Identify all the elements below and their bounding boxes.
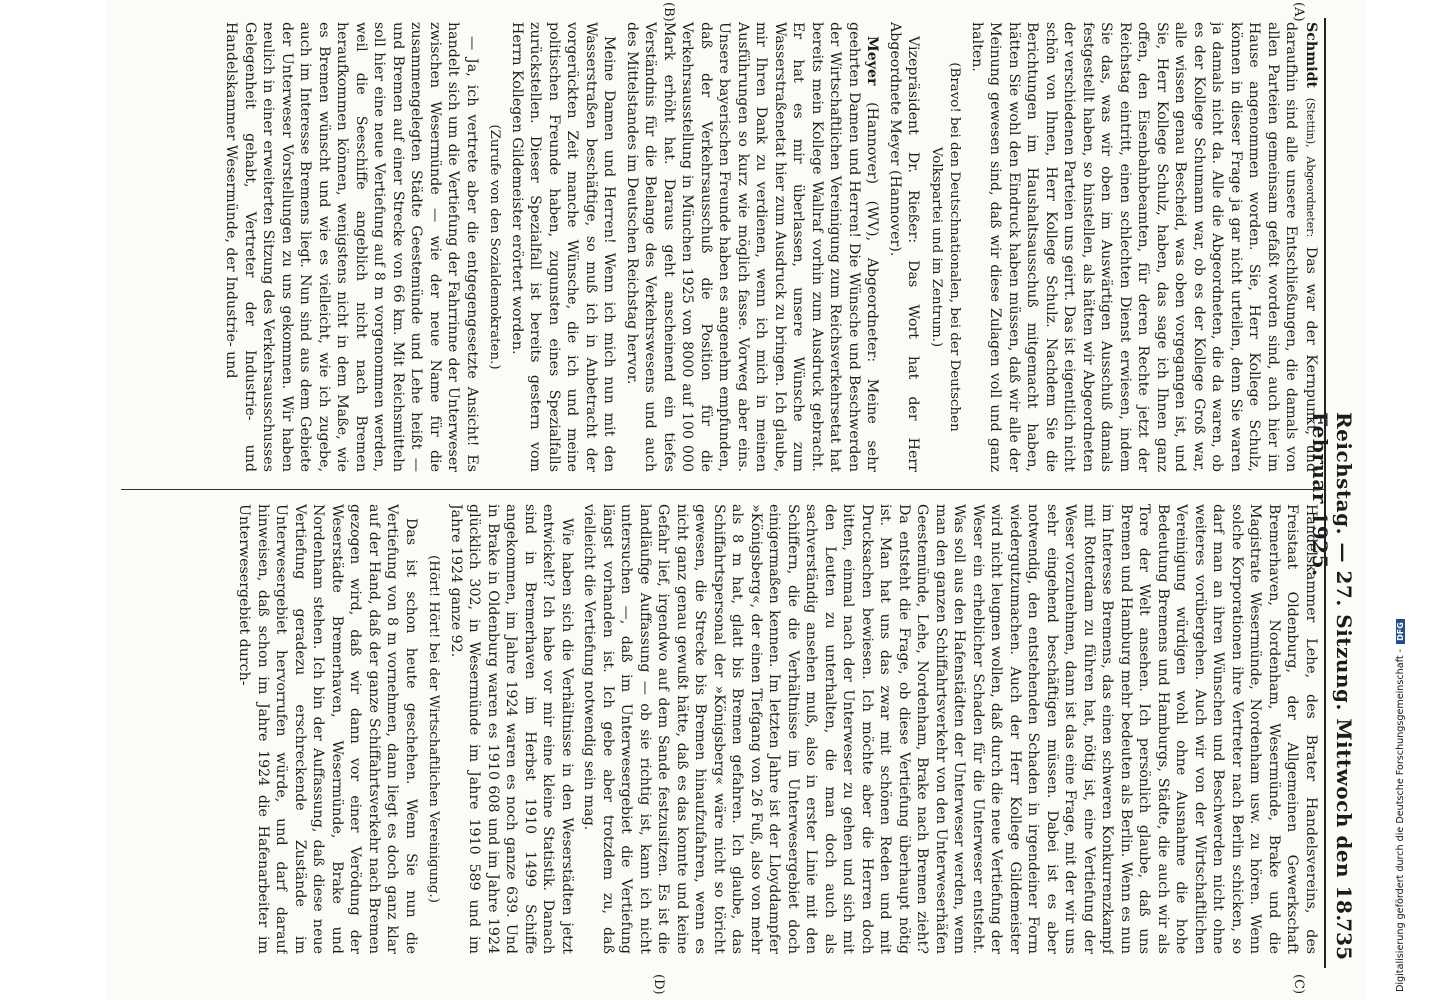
paragraph <box>623 22 882 472</box>
speaker-role: (Stettin), Abgeordneter: <box>1304 97 1317 238</box>
paragraph: Meine Damen und Herren! Wenn ich mich nun mit den Wasserstraßen beschäftige, so muß ich in Anbetracht der vorgerückten Zeit manche Wünsche, die ich und meine politischen Freunde haben, zugunsten eines Spezialfalls zurückstellen. Dieser Spezialfall ist bereits gestern vom Herrn Kollegen Gildemeister erörtert worden. <box>509 22 618 472</box>
paragraph: Handelskammer Lehe, des Brater Handelsvereins, des Freistaat Oldenburg, der Allgemeinen Gewerkschaft Bremerhaven, Nordenham, Wesermünde, Brake und die Magistrate Wesermünde, Nordenham usw. zu hören. Wenn solche Korporationen ihre Vertreter nach Berlin schicken, so darf man an ihren Wünschen und Beschwerden nicht ohne weiteres vorübergehen. Auch wir von der Wirtschaftlichen Vereinigung würdigen wohl ohne Ausnahme die hohe Bedeutung Bremens und Hamburgs, Städte, die auch wir als Tore der Welt ansehen. Ich persönlich glaube, daß uns Bremen und Hamburg mehr bedeuten als Berlin. Wenn es nun im Interesse Bremens, das einen schweren Konkurrenzkampf mit Rotterdam zu führen hat, nötig ist, eine Vertiefung der Weser vorzunehmen, dann ist das eine Frage, mit der wir uns sehr eingehend beschäftigen müssen. Dabei ist es aber notwendig, den entstehenden Schaden in irgendeiner Form wiedergutzumachen. Auch der Herr Kollege Gildemeister wird nicht leugnen wollen, daß durch die neue Vertiefung der Weser ein erheblicher Schaden für die Unterweser entsteht. Was soll aus den Hafenstädten der Unterweser werden, wenn man den ganzen Schiffahrtsverkehr von den Unterweserhäfen Geestemünde, Lehe, Nordenham, Brake nach Bremen zieht? Da entsteht die Frage, ob diese Vertiefung überhaupt nötig ist. Man hat uns das zwar mit schönen Reden und mit Drucksachen bewiesen. Ich möchte aber die Herren doch bitten, einmal nach der Unterweser zu gehen und sich mit den Leuten zu unterhalten, die man doch auch als sachverständig ansehen muß, also in erster Linie mit den Schiffern, die die Verhältnisse im Unterwesergebiet doch einigermaßen kennen. Im letzten Jahre ist der Lloyddampfer »Königsberg«, der einen Tiefgang von 26 Fuß, also von mehr als 8 m hat, glatt bis Bremen gefahren. Ich glaube, das Schiffahrtspersonal der »Königsberg« wäre nicht so töricht gewesen, die Strecke bis Bremen hinaufzufahren, wenn es nicht ganz genau gewußt hätte, daß es das konnte und keine Gefahr lief, irgendwo auf dem Sande festzusitzen. Es ist die landläufige Auffassung — ob sie richtig ist, kann ich nicht untersuchen —, daß im Unterwesergebiet die Vertiefung längst vorhanden ist. Ich gebe aber trotzdem zu, daß vielleicht die Vertiefung notwendig sein mag. <box>581 504 1319 954</box>
margin-mark-a: (A) <box>1291 2 1306 22</box>
speaker-name: Schmidt <box>1303 22 1319 89</box>
paragraph: — Ja, ich vertrete aber die entgegengesetzte Ansicht! Es handelt sich um die Vertiefung der Fahrrinne der Unterweser zwischen Wesermünde — wie der neue Name für die zusammengelegten Städte Geestemünde und Lehe heißt — und Bremen auf einer Strecke von 66 km. Mit Reichsmitteln soll hier eine neue Vertiefung auf 8 m vorgenommen werden, weil die Seeschiffe angeblich nicht nach Bremen heraufkommen können, wenigstens nicht in dem Maße, wie es Bremen wünscht und wie es vielleicht, wie ich zugebe, auch im Interesse Bremens liegt. Nun sind aus dem Gebiete der Unterweser Vorstellungen zu uns gekommen. Wir haben neulich in einer erweiterten Sitzung des Verkehrsausschusses Gelegenheit gehabt, Vertreter der Industrie- und Handelskammer Wesermünde, der Industrie- und <box>223 22 480 472</box>
paragraph: Wie haben sich die Verhältnisse in den Weserstädten jetzt entwickelt? Ich habe vor mir eine kleine Statistik. Danach sind in Bremerhaven im Herbst 1910 1499 Schiffe angekommen, im Jahre 1924 waren es noch ganze 639. Und in Brake in Oldenburg waren es 1910 608 und im Jahre 1924 glücklich 302, in Wesermünde im Jahre 1910 589 und im Jahre 1924 ganze 92. <box>448 504 575 954</box>
paragraph <box>968 22 1321 472</box>
dfg-logo: DFG <box>1396 619 1405 644</box>
credit-text: Digitalisierung gefördert durch die Deutsche Forschungsgemeinschaft - <box>1395 648 1406 992</box>
speaker-role: (Hannover) (WV), Abgeordneter: <box>864 102 881 363</box>
applause-note: (Bravo! bei den Deutschnationalen, bei der Deutschen Volkspartei und im Zentrum.) <box>929 62 963 432</box>
running-title: Reichstag. — 27. Sitzung. Mittwoch den 18. Februar 1925. <box>1308 412 1356 922</box>
speaker-name: Meyer <box>864 36 881 86</box>
interjection: (Hört! Hört! bei der Wirtschaftlichen Vereinigung.) <box>426 555 442 903</box>
margin-mark-b: (B) <box>661 2 676 22</box>
header-rule <box>1324 18 1326 968</box>
digitization-credit <box>1395 619 1406 992</box>
page-number: 735 <box>1332 918 1356 960</box>
vice-president-intro: Vizepräsident Dr. Rießer: Das Wort hat der Herr Abgeordnete Meyer (Hannover). <box>887 22 922 472</box>
column-divider <box>121 489 1326 490</box>
paragraph-text: Das war der Kernpunkt, und daraufhin sind alle unsere Entschließungen, die damals von allen Parteien gemeinsam gefaßt worden sind, auch hier im Hause angenommen worden. Sie, Herr Kollege Schulz, können in dieser Frage ja gar nicht urteilen, denn Sie waren ja damals nicht da. Alle die Abgeordneten, die da waren, ob es der Kollege Schumann war, ob es der Kollege Groß war, alle wissen genau Bescheid, was oben vorgegangen ist, und Sie, Herr Kollege Schulz, haben, das sage ich Ihnen ganz offen, den Eisenbahnbeamten, für deren Rechte jetzt der Reichstag eintritt, einen schlechten Dienst erwiesen, indem Sie das, was wir oben im Auswärtigen Ausschuß damals festgestellt haben, so hinstellen, als hätten wir Abgeordneten der verschiedenen Parteien uns geirrt. Das ist eigentlich nicht schön von Ihnen, Herr Kollege Schulz. Nachdem Sie die Berichtungen im Haushaltsausschuß mitgemacht haben, hätten Sie wohl den Eindruck haben müssen, daß wir alle der Meinung gewesen sind, daß wir diese Zulagen voll und ganz halten. <box>969 22 1319 472</box>
interjection: (Zurufe von den Sozialdemokraten.) <box>487 124 503 370</box>
margin-mark-d: (D) <box>651 974 666 995</box>
paragraph: Das ist schon heute geschehen. Wenn Sie nun die Vertiefung von 8 m vornehmen, dann liegt es doch ganz klar auf der Hand, daß der ganze Schiffahrtsverkehr nach Bremen gezogen wird, daß wir dann vor einer Verödung der Weserstädte Bremerhaven, Wesermünde, Brake und Nordenham stehen. Ich bin der Auffassung, daß diese neue Vertiefung geradezu erschreckende Zustände im Unterwesergebiet hervorrufen würde, und darf darauf hinweisen, daß schon im Jahre 1924 die Hafenarbeiter im Unterwesergebiet durch- <box>236 504 419 954</box>
right-column <box>120 504 1320 954</box>
rotated-page <box>106 0 1366 1000</box>
paragraph-text: Meine sehr geehrten Damen und Herren! Die Wünsche und Beschwerden der Wirtschaftlichen Vereinigung zum Reichsverkehrsetat hat bereits mein Kollege Wallraf vorhin zum Ausdruck gebracht. Er hat es mir überlassen, unsere Wünsche zum Wasserstraßenetat hier zum Ausdruck zu bringen. Ich glaube, mir Ihren Dank zu verdienen, wenn ich mich in meinen Ausführungen so kurz wie möglich fasse. Vorweg aber eins. Unsere bayerischen Freunde haben es angenehm empfunden, daß der Verkehrsausschuß die Position für die Verkehrsausstellung in München 1925 von 8000 auf 100 000 Mark erhöht hat. Daraus geht anscheinend ein tiefes Verständnis für die Belange des Verkehrswesens und auch des Mittelstandes im Deutschen Reichstag hervor. <box>624 22 881 472</box>
left-column <box>120 22 1320 472</box>
margin-mark-c: (C) <box>1291 974 1306 995</box>
